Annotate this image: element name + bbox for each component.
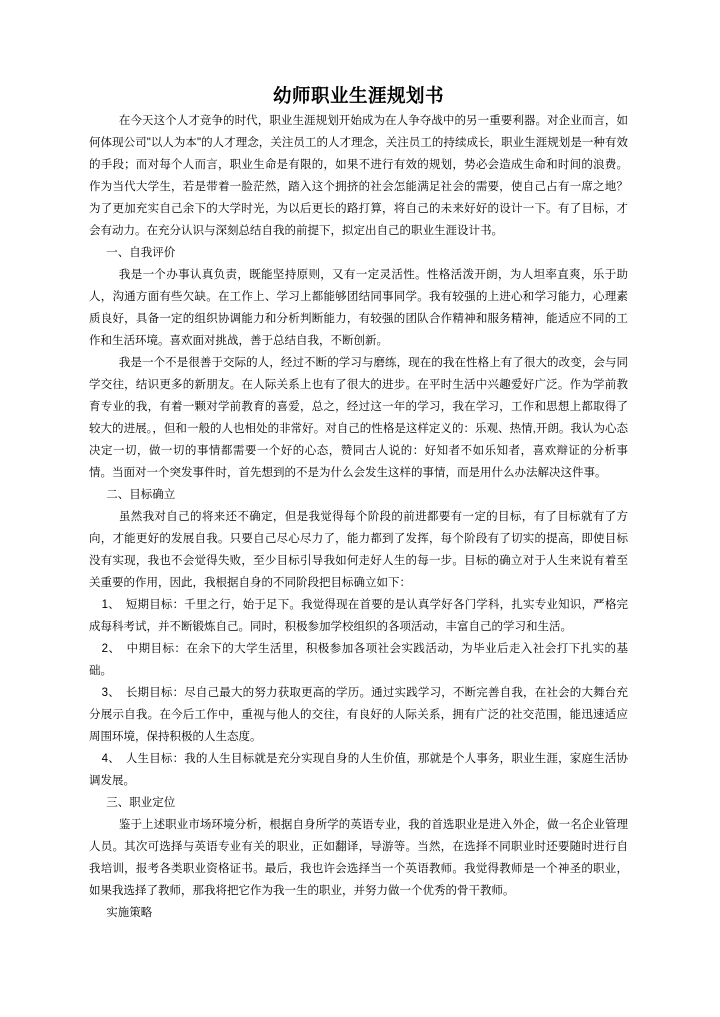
career-positioning-paragraph: 鉴于上述职业市场环境分析，根据自身所学的英语专业，我的首选职业是进入外企，做一名企业管理人员。其次可选择与英语专业有关的职业，正如翻译，导游等。当然，在选择不同职业时还要随时进行自我培训，报考各类职业资格证书。最后，我也许会选择当一个英语教师。我觉得教师是一个神圣的职业，如果我选择了教师，那我将把它作为我一生的职业，并努力做一个优秀的骨干教师。 bbox=[89, 819, 628, 897]
self-evaluation-paragraph-2: 我是一个不是很善于交际的人，经过不断的学习与磨练，现在的我在性格上有了很大的改变，会与同学交往，结识更多的新朋友。在人际关系上也有了很大的进步。在平时生活中兴趣爱好广泛。作为学前教育专业的我，有着一颗对学前教育的喜爱，总之，经过这一年的学习，我在学习，工作和思想上都取得了较大的进展。，但和一般的人也相处的非常好。对自己的性格是这样定义的：乐观、热情,开朗。我认为心态决定一切，做一切的事情都需要一个好的心态，赞同古人说的：好知者不如乐知者，喜欢辩证的分析事情。当面对一个突发事件时，首先想到的不是为什么会发生这样的事情，而是用什么办法解决这件事。 bbox=[89, 357, 628, 479]
section-heading-self-evaluation: 一、自我评价 bbox=[106, 247, 176, 259]
intro-paragraph: 在今天这个人才竞争的时代，职业生涯规划开始成为在人争夺战中的另一重要利器。对企业而言，如何体现公司"以人为本"的人才理念，关注员工的人才理念，关注员工的持续成长，职业生涯规划是一种有效的手段；而对每个人而言，职业生命是有限的，如果不进行有效的规划，势必会造成生命和时间的浪费。作为当代大学生，若是带着一脸茫然，踏入这个拥挤的社会怎能满足社会的需要，使自己占有一席之地？为了更加充实自己余下的大学时光，为以后更长的路打算，将自己的未来好好的设计一下。有了目标，才会有动力。在充分认识与深刻总结自我的前提下，拟定出自己的职业生涯设计书。 bbox=[89, 115, 628, 237]
section-heading-goal-setting: 二、目标确立 bbox=[106, 489, 176, 501]
long-term-goal-item: 3、 长期目标：尽自己最大的努力获取更高的学历。通过实践学习，不断完善自我，在社会的大舞台充分展示自我。在今后工作中，重视与他人的交往，有良好的人际关系，拥有广泛的社交范围，能迅速适应周围环境，保持积极的人生态度。 bbox=[89, 687, 628, 743]
goal-setting-paragraph: 虽然我对自己的将来还不确定，但是我觉得每个阶段的前进都要有一定的目标，有了目标就有了方向，才能更好的发展自我。只要自己尽心尽力了，能力都到了发挥，每个阶段有了切实的提高，即使目标没有实现，我也不会觉得失败，至少目标引导我如何走好人生的每一步。目标的确立对于人生来说有着至关重要的作用，因此，我根据自身的不同阶段把目标确立如下： bbox=[89, 511, 628, 589]
life-goal-item: 4、 人生目标：我的人生目标就是充分实现自身的人生价值，那就是个人事务，职业生涯，家庭生活协调发展。 bbox=[89, 753, 628, 787]
section-heading-career-positioning: 三、职业定位 bbox=[106, 797, 176, 809]
short-term-goal-item: 1、 短期目标：千里之行，始于足下。我觉得现在首要的是认真学好各门学科，扎实专业知识，严格完成每科考试，并不断锻炼自己。同时，积极参加学校组织的各项活动，丰富自己的学习和生活。 bbox=[89, 599, 628, 633]
implementation-strategy-heading: 实施策略 bbox=[106, 907, 153, 919]
document-title: 幼师职业生涯规划书 bbox=[272, 85, 444, 106]
self-evaluation-paragraph-1: 我是一个办事认真负责，既能坚持原则，又有一定灵活性。性格活泼开朗，为人坦率直爽，乐于助人，沟通方面有些欠缺。在工作上、学习上都能够团结同事同学。我有较强的上进心和学习能力，心理素质良好，具备一定的组织协调能力和分析判断能力，有较强的团队合作精神和服务精神，能适应不同的工作和生活环境。喜欢面对挑战，善于总结自我，不断创新。 bbox=[89, 269, 628, 347]
mid-term-goal-item: 2、 中期目标：在余下的大学生活里，积极参加各项社会实践活动，为毕业后走入社会打下扎实的基础。 bbox=[89, 643, 628, 677]
